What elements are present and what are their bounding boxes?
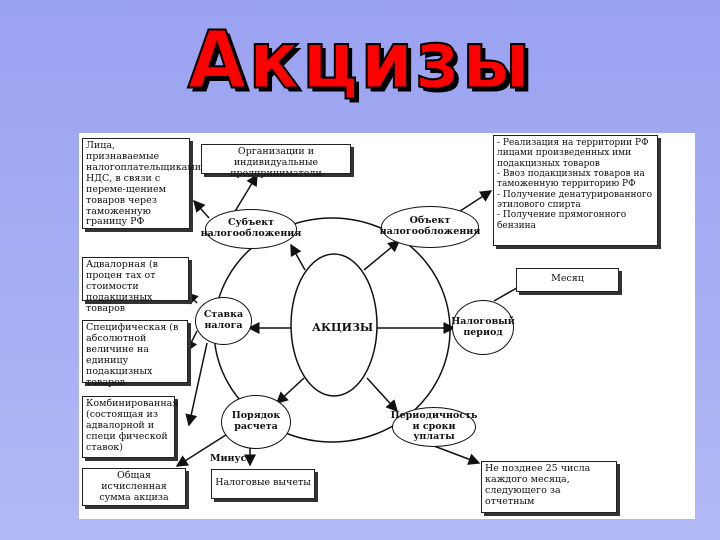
minus-label: Минус — [210, 453, 247, 464]
node-period: Налоговый период — [452, 300, 514, 355]
box-month: Месяц — [516, 268, 619, 292]
node-order: Порядок расчета — [221, 395, 291, 449]
box-organizations: Организации и индивидуальные предприниматели — [201, 144, 351, 174]
box-specific: Специфическая (в абсолютной величине на единицу подакцизных товаров — [82, 320, 188, 383]
slide-title: Акцизы — [187, 12, 533, 107]
box-ad-valorem: Адвалорная (в процен тах от стоимости подакцизных товаров — [82, 257, 189, 301]
box-total: Общая исчисленная сумма акциза — [82, 468, 186, 506]
node-terms: Периодичность и сроки уплаты — [392, 407, 476, 447]
box-combined: Комбинированная (состоящая из адвалорной и специ фической ставок) — [82, 396, 175, 458]
node-subject: Субъект налогообложения — [205, 209, 297, 249]
box-object-list: - Реализация на территории РФ лицами произведенных ими подакцизных товаров - Ввоз подакцизных товаров на таможенную территорию РФ - Получение денатурированного этилового спирта - Получение прямогонного бензина — [493, 135, 658, 246]
node-object: Объект налогообложения — [381, 206, 479, 248]
box-persons: Лица, признаваемые налогоплательщиками НДС, в связи с переме-щением товаров через таможенную границу РФ — [82, 138, 190, 229]
box-deductions: Налоговые вычеты — [211, 469, 315, 499]
diagram-sheet — [79, 133, 695, 519]
center-label: АКЦИЗЫ — [312, 321, 374, 334]
box-deadline: Не позднее 25 числа каждого месяца, следующего за отчетным — [481, 461, 617, 513]
node-rate: Ставка налога — [195, 297, 252, 345]
